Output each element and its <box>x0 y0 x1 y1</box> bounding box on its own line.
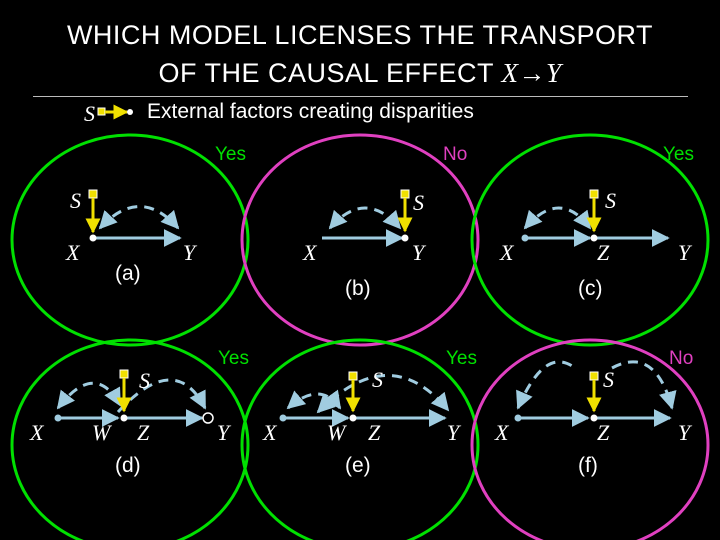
node-z: Z <box>368 420 381 445</box>
title-line-1: WHICH MODEL LICENSES THE TRANSPORT <box>66 20 654 50</box>
title-causal-effect: X→Y <box>501 58 562 88</box>
model-label-e: (e) <box>345 454 371 477</box>
model-a-graph <box>65 188 198 265</box>
node-y: Y <box>217 420 230 445</box>
model-c-graph <box>499 188 693 265</box>
node-z: Z <box>137 420 150 445</box>
node-x: X <box>263 420 277 445</box>
model-d-graph <box>29 368 232 445</box>
node-y: Y <box>183 240 196 265</box>
node-y: Y <box>447 420 460 445</box>
node-z: Z <box>597 420 610 445</box>
model-f-graph <box>494 362 693 445</box>
node-z: Z <box>597 240 610 265</box>
title-line-2-prefix: OF THE CAUSAL EFFECT <box>158 58 502 88</box>
model-label-a: (a) <box>115 262 141 285</box>
legend-selection-symbol <box>84 101 133 126</box>
node-s: S <box>372 367 383 392</box>
node-x: X <box>30 420 44 445</box>
answer-a: Yes <box>215 144 246 165</box>
model-b-graph <box>302 190 427 265</box>
model-label-d: (d) <box>115 454 141 477</box>
model-label-b: (b) <box>345 277 371 300</box>
node-s: S <box>70 188 81 213</box>
node-y: Y <box>412 240 425 265</box>
node-y: Y <box>678 420 691 445</box>
node-s: S <box>413 190 424 215</box>
model-e-graph <box>262 367 462 445</box>
legend-text: External factors creating disparities <box>147 100 474 123</box>
model-circle-a <box>12 135 248 345</box>
model-circle-b <box>242 135 478 345</box>
node-w: W <box>327 420 346 445</box>
node-x: X <box>500 240 514 265</box>
model-circle-e <box>242 340 478 540</box>
legend-s-label: S <box>84 101 95 126</box>
node-x: X <box>66 240 80 265</box>
node-x: X <box>303 240 317 265</box>
answer-b: No <box>443 144 468 165</box>
node-x: X <box>495 420 509 445</box>
node-y: Y <box>678 240 691 265</box>
node-s: S <box>139 368 150 393</box>
node-s: S <box>605 188 616 213</box>
answer-e: Yes <box>446 348 477 369</box>
node-s: S <box>603 367 614 392</box>
model-circle-d <box>12 340 248 540</box>
answer-f: No <box>669 348 694 369</box>
answer-d: Yes <box>218 348 249 369</box>
node-w: W <box>92 420 111 445</box>
answer-c: Yes <box>663 144 694 165</box>
model-label-c: (c) <box>578 277 603 300</box>
model-label-f: (f) <box>578 454 598 477</box>
